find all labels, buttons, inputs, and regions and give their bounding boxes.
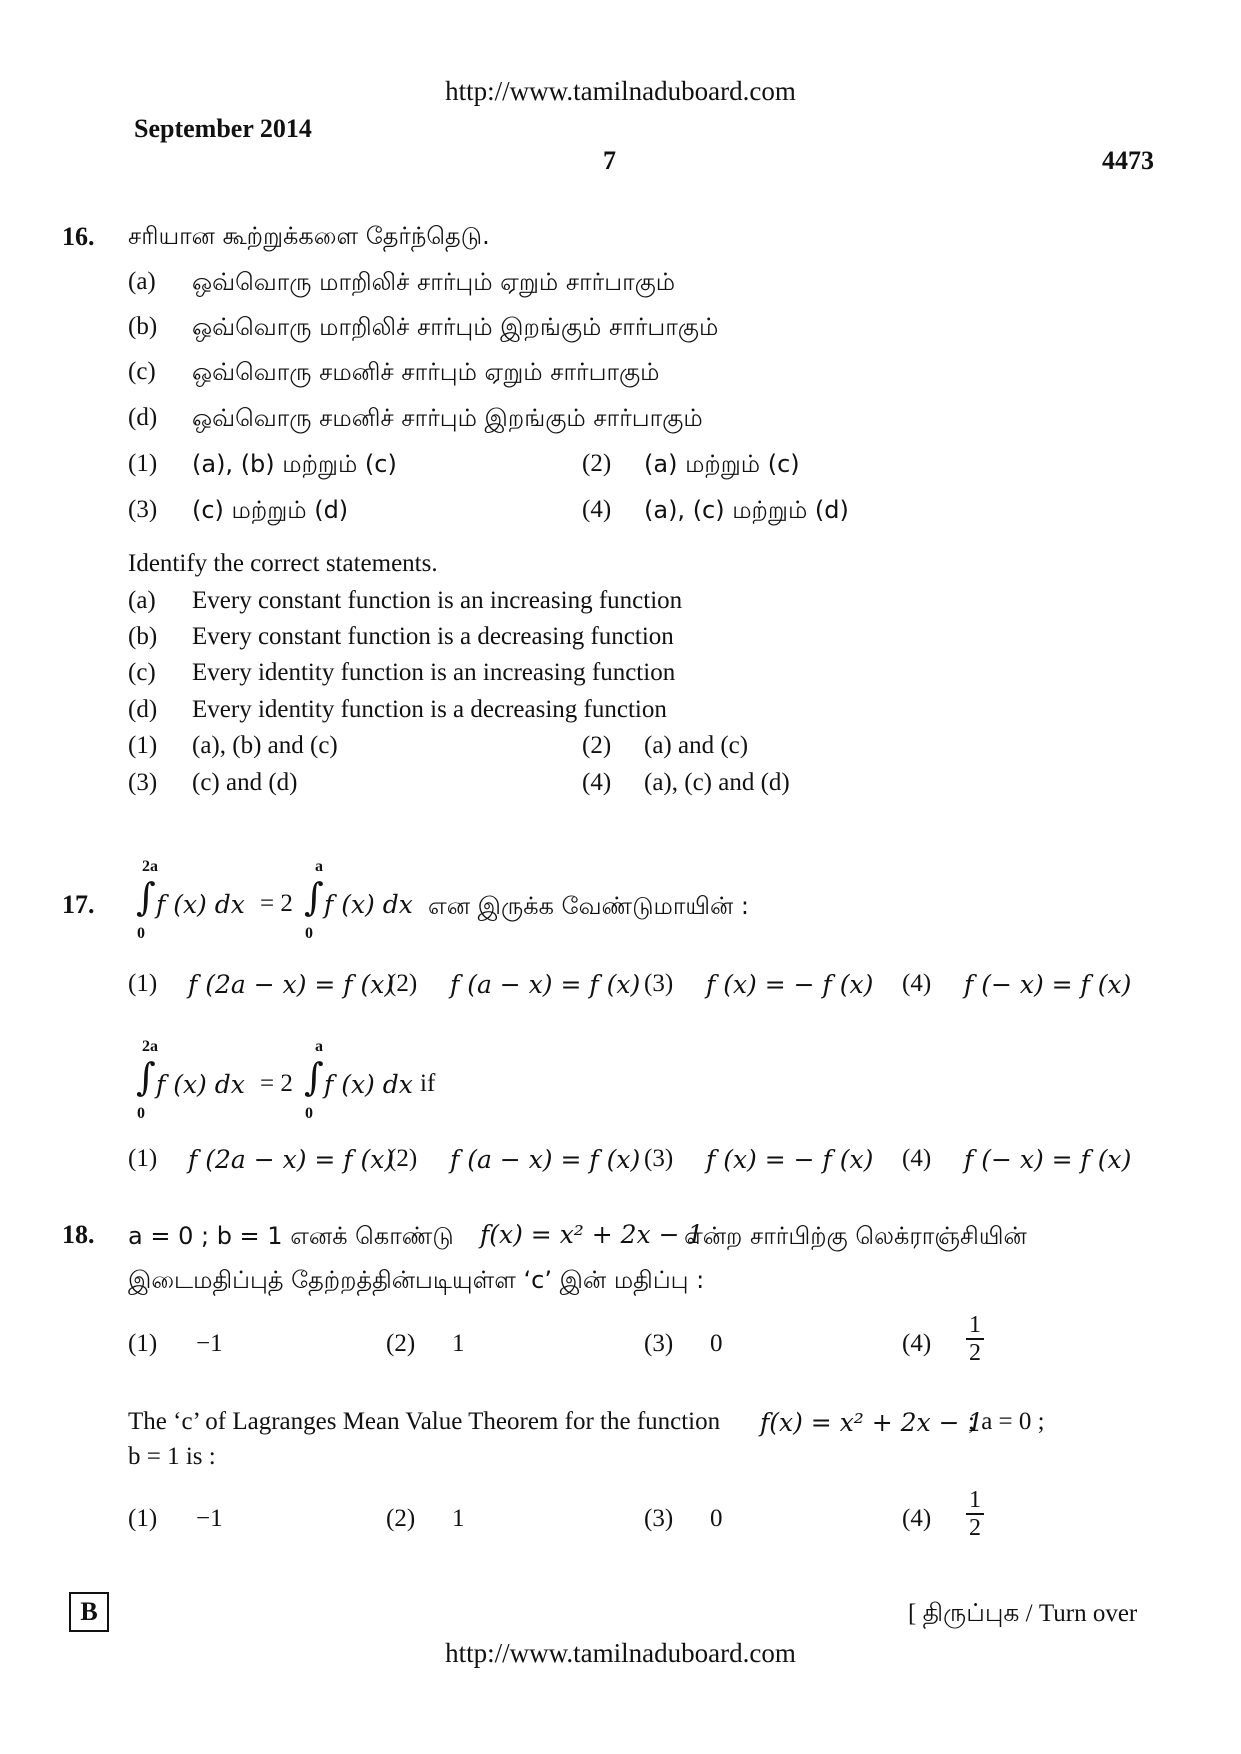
fraction-numerator: 1 [966, 1312, 984, 1340]
integral-sign: ∫ [136, 875, 156, 919]
turn-over: [ திருப்புக / Turn over [908, 1600, 1138, 1627]
q16-ta-option-label: (3) [128, 496, 158, 523]
integral-sign: ∫ [136, 1055, 156, 1099]
q18-number: 18. [62, 1220, 95, 1249]
q17-option: f (x) = − f (x) [706, 1145, 874, 1174]
q17-number: 17. [62, 890, 95, 919]
q17-en-suffix: if [420, 1070, 436, 1097]
q18-option-label: (2) [386, 1505, 416, 1532]
q18-en-line2: b = 1 is : [128, 1443, 216, 1470]
q16-en-label: (b) [128, 623, 158, 650]
integrand: f (x) dx [324, 1070, 413, 1099]
integrand: f (x) dx [324, 890, 413, 919]
q16-ta-label: (d) [128, 404, 158, 431]
q18-option: −1 [196, 1505, 223, 1532]
equals-two: = 2 [260, 890, 293, 917]
q18-option-label: (3) [644, 1330, 674, 1357]
fraction-denominator: 2 [969, 1515, 981, 1542]
q18-en-line1-pre: The ‘c’ of Lagranges Mean Value Theorem for the function [128, 1408, 721, 1435]
q16-en-option-label: (4) [582, 769, 612, 796]
url-bottom: http://www.tamilnaduboard.com [445, 1638, 796, 1668]
q16-en-statement: Every identity function is an increasing function [192, 659, 676, 686]
paper-code: 4473 [1102, 146, 1154, 175]
q18-function: f(x) = x² + 2x − 1 [480, 1220, 704, 1249]
q16-ta-statement: ஒவ்வொரு சமனிச் சார்பும் ஏறும் சார்பாகும் [192, 358, 660, 386]
q18-option-fraction [966, 1312, 984, 1367]
integral-lower-limit: 0 [137, 925, 145, 942]
integral-lower-limit: 0 [305, 925, 313, 942]
q16-ta-option: (a), (c) மற்றும் (d) [644, 496, 849, 524]
q16-number: 16. [62, 222, 95, 251]
integrand: f (x) dx [156, 890, 245, 919]
q16-en-option: (a), (b) and (c) [192, 732, 338, 759]
q17-option: f (x) = − f (x) [706, 970, 874, 999]
q18-option: −1 [196, 1330, 223, 1357]
q17-option: f (a − x) = f (x) [450, 1145, 641, 1174]
q17-option-label: (3) [644, 1145, 674, 1172]
q17-option-label: (4) [902, 970, 932, 997]
q16-ta-question: சரியான கூற்றுக்களை தேர்ந்தெடு. [128, 222, 490, 250]
q16-en-statement: Every identity function is a decreasing function [192, 696, 667, 723]
q18-option-label: (4) [902, 1505, 932, 1532]
q18-option-fraction [966, 1487, 984, 1542]
q17-option-label: (3) [644, 970, 674, 997]
q16-ta-option: (c) மற்றும் (d) [192, 496, 349, 524]
q16-en-option-label: (3) [128, 769, 158, 796]
integral-upper-limit: a [315, 858, 323, 875]
q16-en-label: (c) [128, 659, 156, 686]
url-top: http://www.tamilnaduboard.com [445, 76, 796, 106]
exam-date: September 2014 [134, 114, 312, 143]
q17-option-label: (2) [388, 970, 418, 997]
q18-option: 0 [710, 1330, 723, 1357]
q17-option: f (− x) = f (x) [964, 970, 1132, 999]
q16-en-question: Identify the correct statements. [128, 550, 438, 577]
q17-option-label: (1) [128, 1145, 158, 1172]
integral-upper-limit: 2a [142, 1038, 158, 1055]
q16-ta-statement: ஒவ்வொரு சமனிச் சார்பும் இறங்கும் சார்பாகும் [192, 404, 703, 432]
fraction-denominator: 2 [969, 1340, 981, 1367]
q18-option: 1 [452, 1505, 465, 1532]
q16-en-statement: Every constant function is an increasing function [192, 587, 683, 614]
q16-ta-label: (b) [128, 313, 158, 340]
q18-option-label: (3) [644, 1505, 674, 1532]
q18-option-label: (2) [386, 1330, 416, 1357]
q18-ta-line1-post: என்ற சார்பிற்கு லெக்ராஞ்சியின் [684, 1222, 1027, 1250]
q16-ta-statement: ஒவ்வொரு மாறிலிச் சார்பும் ஏறும் சார்பாகும் [192, 268, 676, 296]
q16-ta-option-label: (1) [128, 450, 158, 477]
q17-option: f (2a − x) = f (x) [188, 970, 395, 999]
q17-option: f (2a − x) = f (x) [188, 1145, 395, 1174]
fraction-numerator: 1 [966, 1487, 984, 1515]
integral-sign: ∫ [304, 1055, 324, 1099]
q16-ta-option-label: (4) [582, 496, 612, 523]
q17-option-label: (1) [128, 970, 158, 997]
q18-option-label: (1) [128, 1330, 158, 1357]
integral-lower-limit: 0 [137, 1105, 145, 1122]
q16-en-label: (d) [128, 696, 158, 723]
q16-ta-option: (a) மற்றும் (c) [644, 450, 800, 478]
integral-upper-limit: 2a [142, 858, 158, 875]
q18-function: f(x) = x² + 2x − 1 [760, 1408, 984, 1437]
integral-upper-limit: a [315, 1038, 323, 1055]
integrand: f (x) dx [156, 1070, 245, 1099]
q16-en-label: (a) [128, 587, 156, 614]
q18-ta-line1-pre: a = 0 ; b = 1 எனக் கொண்டு [128, 1222, 454, 1250]
q16-ta-option-label: (2) [582, 450, 612, 477]
q16-en-statement: Every constant function is a decreasing function [192, 623, 674, 650]
equals-two: = 2 [260, 1070, 293, 1097]
q16-en-option: (a) and (c) [644, 732, 749, 759]
q16-ta-option: (a), (b) மற்றும் (c) [192, 450, 397, 478]
q18-option: 1 [452, 1330, 465, 1357]
q18-ta-line2: இடைமதிப்புத் தேற்றத்தின்படியுள்ள ‘c’ இன் மதிப்பு : [128, 1266, 705, 1294]
q18-option-label: (4) [902, 1330, 932, 1357]
q16-en-option-label: (1) [128, 732, 158, 759]
q16-ta-label: (a) [128, 268, 156, 295]
q17-option-label: (2) [388, 1145, 418, 1172]
q17-option: f (a − x) = f (x) [450, 970, 641, 999]
q16-en-option: (c) and (d) [192, 769, 298, 796]
q17-option: f (− x) = f (x) [964, 1145, 1132, 1174]
q16-ta-statement: ஒவ்வொரு மாறிலிச் சார்பும் இறங்கும் சார்பாகும் [192, 313, 719, 341]
q18-en-line1-post: ; a = 0 ; [968, 1408, 1045, 1435]
q17-ta-suffix: என இருக்க வேண்டுமாயின் : [428, 892, 749, 920]
booklet-code-box: B [69, 1592, 109, 1632]
q16-ta-label: (c) [128, 358, 156, 385]
q16-en-option-label: (2) [582, 732, 612, 759]
integral-sign: ∫ [304, 875, 324, 919]
integral-lower-limit: 0 [305, 1105, 313, 1122]
q18-option: 0 [710, 1505, 723, 1532]
q17-option-label: (4) [902, 1145, 932, 1172]
page-number: 7 [603, 146, 616, 175]
q16-en-option: (a), (c) and (d) [644, 769, 790, 796]
q18-option-label: (1) [128, 1505, 158, 1532]
